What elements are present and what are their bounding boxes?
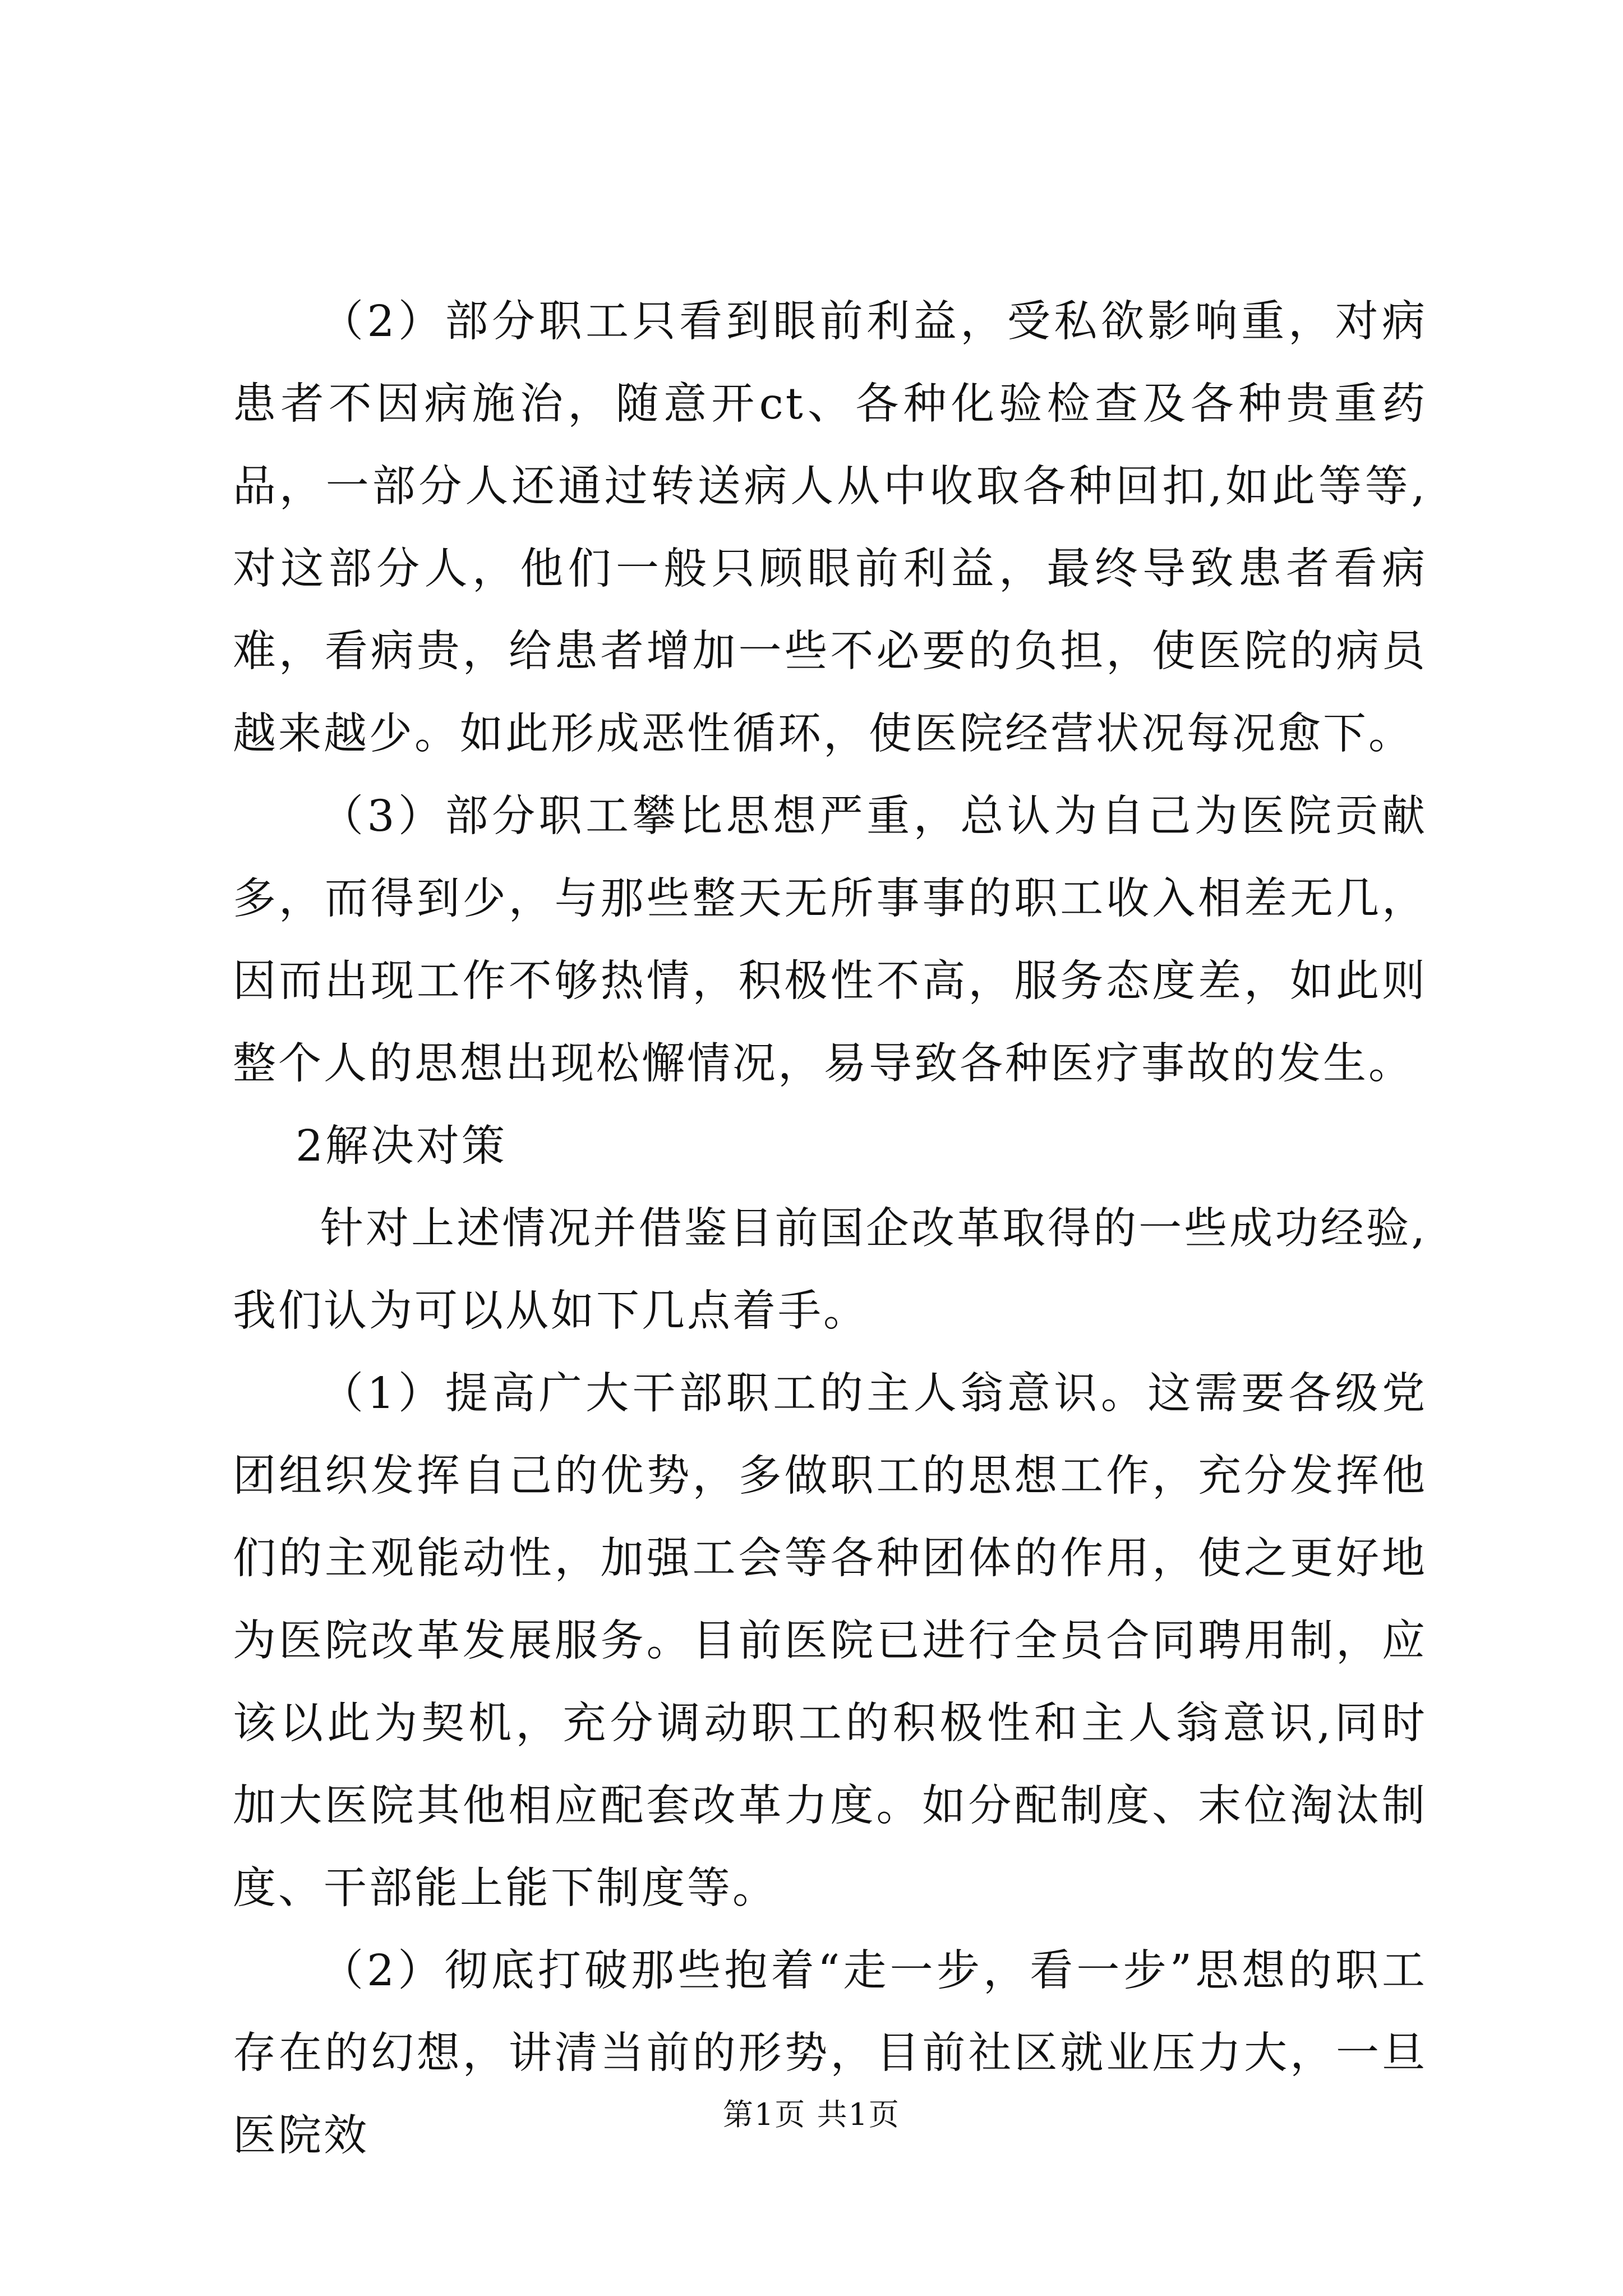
document-body [233, 280, 1427, 2177]
paragraph-solution-1: （1）提高广大干部职工的主人翁意识。这需要各级党团组织发挥自己的优势，多做职工的思想工作，充分发挥他们的主观能动性，加强工会等各种团体的作用，使之更好地为医院改革发展服务。目前医院已进行全员合同聘用制，应该以此为契机，充分调动职工的积极性和主人翁意识,同时加大医院其他相应配套改革力度。如分配制度、末位淘汰制度、干部能上能下制度等。 [233, 1369, 1427, 1913]
paragraph-solution-2: （2）彻底打破那些抱着“走一步，看一步”思想的职工存在的幻想，讲清当前的形势，目前社区就业压力大，一旦医院效 [233, 1946, 1427, 2161]
paragraph-solutions-intro: 针对上述情况并借鉴目前国企改革取得的一些成功经验,我们认为可以从如下几点着手。 [233, 1204, 1427, 1336]
paragraph-item-2-consequences: （2）部分职工只看到眼前利益，受私欲影响重，对病患者不因病施治，随意开ct、各种化验检查及各种贵重药品，一部分人还通过转送病人从中收取各种回扣,如此等等,对这部分人，他们一般只顾眼前利益，最终导致患者看病难，看病贵，给患者增加一些不必要的负担，使医院的病员越来越少。如此形成恶性循环，使医院经营状况每况愈下。 [233, 297, 1427, 759]
page-footer: 第1页 共1页 [723, 2097, 900, 2132]
section-heading-solutions: 2解决对策 [296, 1121, 507, 1171]
paragraph-item-3-comparison: （3）部分职工攀比思想严重，总认为自己为医院贡献多，而得到少，与那些整天无所事事的职工收入相差无几，因而出现工作不够热情，积极性不高，服务态度差，如此则整个人的思想出现松懈情况，易导致各种医疗事故的发生。 [233, 792, 1427, 1089]
